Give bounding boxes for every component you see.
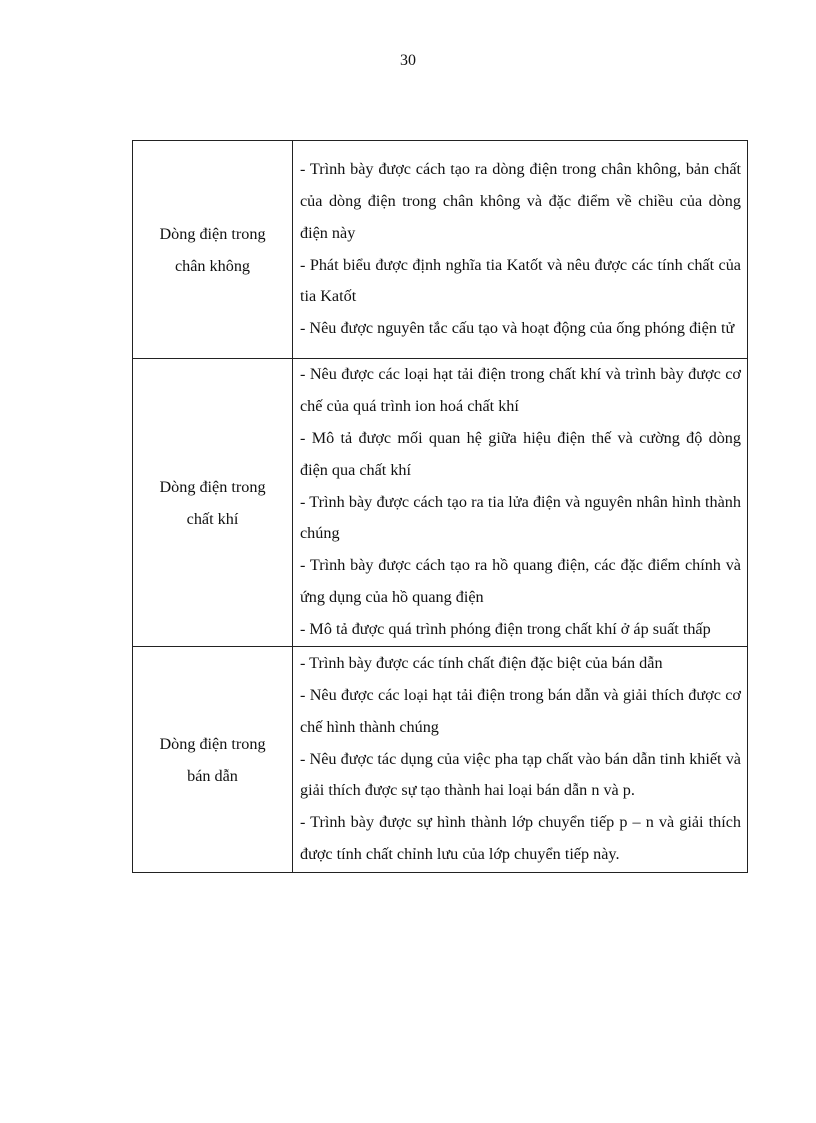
description-item: - Nêu được các loại hạt tải điện trong chất khí và trình bày được cơ chế của quá trình ion hoá chất khí: [300, 365, 741, 416]
table-row-gas: [133, 359, 748, 647]
topic-cell: [133, 141, 293, 359]
description-cell: [293, 359, 748, 647]
description-item: - Trình bày được cách tạo ra dòng điện trong chân không, bản chất của dòng điện trong chân không và đặc điểm về chiều của dòng điện này: [300, 160, 741, 242]
page-number: 30: [400, 52, 416, 69]
description-item: - Trình bày được cách tạo ra hồ quang điện, các đặc điểm chính và ứng dụng của hồ quang điện: [300, 556, 741, 606]
description-item: - Mô tả được quá trình phóng điện trong chất khí ở áp suất thấp: [300, 619, 711, 638]
table-row-semiconductor: [133, 647, 748, 873]
topic-line: bán dẫn: [187, 766, 238, 785]
topic-cell: [133, 647, 293, 873]
description-cell: [293, 141, 748, 359]
topic-line: Dòng điện trong: [159, 224, 266, 243]
description-item: - Phát biểu được định nghĩa tia Katốt và nêu được các tính chất của tia Katốt: [300, 255, 741, 306]
content-table: [132, 140, 748, 873]
topic-cell: [133, 359, 293, 647]
description-item: - Mô tả được mối quan hệ giữa hiệu điện thế và cường độ dòng điện qua chất khí: [300, 429, 741, 479]
topic-line: Dòng điện trong: [159, 734, 266, 753]
description-item: - Trình bày được cách tạo ra tia lửa điện và nguyên nhân hình thành chúng: [300, 492, 741, 543]
description-cell: [293, 647, 748, 873]
description-item: - Trình bày được các tính chất điện đặc biệt của bán dẫn: [300, 654, 663, 673]
topic-line: Dòng điện trong: [159, 477, 266, 496]
description-item: - Nêu được các loại hạt tải điện trong bán dẫn và giải thích được cơ chế hình thành chúng: [300, 686, 741, 736]
topic-line: chân không: [174, 256, 251, 275]
description-item: - Trình bày được sự hình thành lớp chuyển tiếp p – n và giải thích được tính chất chỉnh lưu của lớp chuyển tiếp này.: [300, 813, 741, 863]
description-item: - Nêu được nguyên tắc cấu tạo và hoạt động của ống phóng điện tử: [300, 319, 735, 338]
topic-line: chất khí: [186, 509, 239, 528]
description-item: - Nêu được tác dụng của việc pha tạp chất vào bán dẫn tinh khiết và giải thích được sự tạo thành hai loại bán dẫn n và p.: [300, 749, 741, 800]
table-row-vacuum: [133, 141, 748, 359]
